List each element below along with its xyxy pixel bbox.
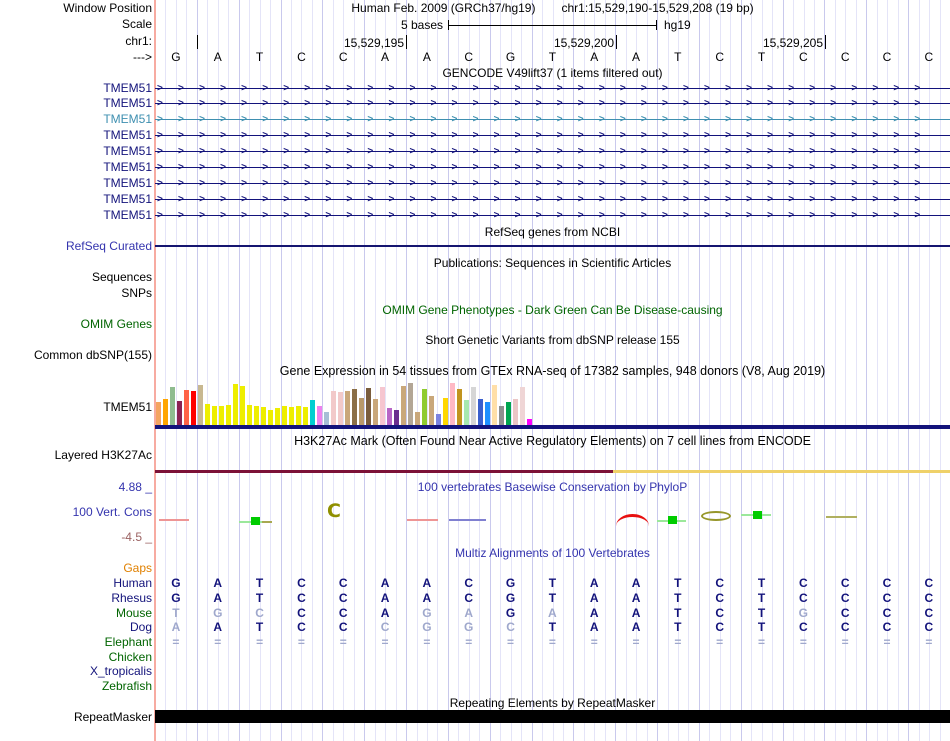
dna-base: T — [255, 50, 264, 64]
aligned-base: A — [631, 591, 641, 605]
gtex-tissue-bar[interactable] — [394, 410, 399, 425]
multiz-track-title[interactable]: Multiz Alignments of 100 Vertebrates — [455, 546, 650, 560]
publications-snps-label[interactable]: SNPs — [121, 286, 152, 300]
aligned-base: C — [924, 576, 934, 590]
h3k27ac-track-title[interactable]: H3K27Ac Mark (Often Found Near Active Regulatory Elements) on 7 cell lines from ENCODE — [294, 434, 811, 448]
dna-base: A — [590, 50, 599, 64]
scale-ruler-left-cap — [448, 20, 449, 30]
gene-transcript-row[interactable] — [155, 113, 950, 126]
phylop-min-value: -4.5 _ — [121, 530, 152, 544]
gtex-tissue-bar[interactable] — [492, 385, 497, 425]
gene-transcript-row[interactable] — [155, 82, 950, 95]
aligned-base: A — [213, 576, 223, 590]
dna-base: T — [757, 50, 766, 64]
aligned-base: = — [799, 635, 807, 649]
strand-arrows: >>>>>>>>>>>>>>>>>>>>>>>>>>>>>>>>>>>>> — [157, 82, 936, 94]
phylop-box-mark[interactable] — [753, 511, 762, 519]
gtex-tissue-bar[interactable] — [415, 412, 420, 425]
strand-arrows: >>>>>>>>>>>>>>>>>>>>>>>>>>>>>>>>>>>>> — [157, 146, 936, 158]
phylop-arch-mark[interactable] — [616, 514, 649, 526]
dbsnp-track-title[interactable]: Short Genetic Variants from dbSNP release 155 — [425, 333, 680, 347]
species-label-chicken[interactable]: Chicken — [108, 650, 152, 664]
gtex-tissue-bar[interactable] — [310, 400, 315, 425]
gtex-tissue-bar[interactable] — [163, 399, 168, 425]
aligned-base: G — [422, 620, 432, 634]
aligned-base: = — [172, 635, 180, 649]
ruler-tick-label: 15,529,195 — [343, 36, 404, 50]
alignment-row-rhesus[interactable] — [155, 592, 950, 605]
aligned-base: A — [213, 620, 223, 634]
species-label-zebrafish[interactable]: Zebrafish — [101, 679, 152, 693]
phylop-dash-mark[interactable] — [407, 519, 438, 521]
dna-base: C — [715, 50, 725, 64]
aligned-base: = — [297, 635, 305, 649]
aligned-base: = — [214, 635, 222, 649]
aligned-base: A — [464, 606, 474, 620]
gtex-tissue-bar[interactable] — [184, 390, 189, 425]
gene-label-tmem51[interactable]: TMEM51 — [103, 160, 152, 175]
aligned-base: C — [297, 591, 306, 605]
aligned-base: = — [507, 635, 515, 649]
gtex-tissue-bar[interactable] — [177, 401, 182, 425]
gtex-tissue-bar[interactable] — [408, 383, 413, 425]
gtex-tissue-bar[interactable] — [233, 384, 238, 425]
aligned-base: T — [548, 620, 557, 634]
gtex-tissue-bar[interactable] — [478, 399, 483, 425]
chrom-label: chr1: — [125, 34, 152, 48]
gtex-tissue-bar[interactable] — [254, 406, 259, 425]
aligned-base: C — [506, 620, 515, 634]
aligned-base: C — [338, 606, 348, 620]
aligned-base: C — [380, 620, 390, 634]
aligned-base: C — [840, 606, 850, 620]
dna-base: G — [505, 50, 516, 64]
species-label-gaps[interactable]: Gaps — [123, 561, 152, 575]
aligned-base: = — [632, 635, 640, 649]
aligned-base: C — [715, 620, 725, 634]
gene-label-tmem51[interactable]: TMEM51 — [103, 144, 152, 159]
h3k27ac-label[interactable]: Layered H3K27Ac — [54, 448, 152, 462]
aligned-base: T — [548, 576, 557, 590]
aligned-base: C — [840, 620, 850, 634]
phylop-dash-mark[interactable] — [262, 521, 272, 523]
dna-base: A — [422, 50, 431, 64]
strand-arrows: >>>>>>>>>>>>>>>>>>>>>>>>>>>>>>>>>>>>> — [157, 98, 936, 110]
aligned-base: = — [465, 635, 473, 649]
dna-base: A — [213, 50, 222, 64]
dna-base: G — [171, 50, 181, 64]
aligned-base: G — [171, 591, 181, 605]
strand-arrows: >>>>>>>>>>>>>>>>>>>>>>>>>>>>>>>>>>>>> — [157, 162, 936, 174]
aligned-base: G — [505, 606, 516, 620]
gtex-tissue-bar[interactable] — [429, 396, 434, 425]
dna-sequence-row — [155, 51, 950, 64]
omim-track-title[interactable]: OMIM Gene Phenotypes - Dark Green Can Be Disease-causing — [382, 303, 723, 317]
aligned-base: A — [380, 576, 390, 590]
gtex-tissue-bar[interactable] — [282, 406, 287, 425]
aligned-base: A — [631, 576, 641, 590]
h3k27ac-peak-segment[interactable] — [613, 470, 950, 473]
dna-base: A — [381, 50, 390, 64]
aligned-base: C — [297, 606, 306, 620]
aligned-base: C — [297, 620, 306, 634]
ruler-tick-label: 15,529,200 — [553, 36, 614, 50]
aligned-base: C — [840, 576, 850, 590]
gtex-tissue-bar[interactable] — [296, 406, 301, 425]
dna-base: C — [464, 50, 474, 64]
dna-base: C — [840, 50, 850, 64]
publications-sequences-label[interactable]: Sequences — [91, 270, 152, 284]
gtex-tissue-bar[interactable] — [401, 386, 406, 425]
gtex-tissue-bar[interactable] — [464, 400, 469, 425]
aligned-base: C — [840, 591, 850, 605]
gtex-tissue-bar[interactable] — [338, 392, 343, 425]
gtex-tissue-bar[interactable] — [352, 389, 357, 425]
scale-ruler-line — [448, 25, 657, 26]
aligned-base: C — [924, 606, 934, 620]
gtex-tissue-bar[interactable] — [471, 387, 476, 425]
gtex-tissue-bar[interactable] — [422, 389, 427, 425]
aligned-base: C — [799, 576, 808, 590]
gtex-tissue-bar[interactable] — [324, 412, 329, 425]
position-text: chr1:15,529,190-15,529,208 (19 bp) — [561, 1, 754, 15]
aligned-base: C — [715, 576, 725, 590]
dna-base: C — [799, 50, 808, 64]
phylop-letter-mark[interactable]: C — [327, 500, 341, 522]
aligned-base: A — [589, 606, 599, 620]
dna-base: T — [548, 50, 557, 64]
gtex-tissue-bar[interactable] — [170, 387, 175, 425]
refseq-gene-item[interactable] — [155, 245, 950, 247]
gtex-tissue-bar[interactable] — [345, 391, 350, 425]
aligned-base: T — [172, 606, 180, 620]
aligned-base: A — [213, 591, 223, 605]
aligned-base: A — [422, 591, 432, 605]
gtex-tissue-bar[interactable] — [520, 387, 525, 425]
aligned-base: T — [674, 576, 682, 590]
gtex-tissue-bar[interactable] — [499, 406, 504, 425]
aligned-base: = — [590, 635, 598, 649]
refseq-track-title[interactable]: RefSeq genes from NCBI — [484, 225, 621, 239]
gtex-tissue-bar[interactable] — [303, 407, 308, 425]
dna-base: C — [297, 50, 306, 64]
aligned-base: = — [548, 635, 556, 649]
aligned-base: = — [883, 635, 891, 649]
window-position-value — [155, 2, 950, 15]
aligned-base: C — [464, 591, 474, 605]
publications-track-title[interactable]: Publications: Sequences in Scientific Articles — [433, 256, 672, 270]
gtex-tissue-bar[interactable] — [443, 398, 448, 425]
aligned-base: A — [589, 591, 599, 605]
aligned-base: C — [338, 591, 348, 605]
aligned-base: G — [505, 576, 516, 590]
h3k27ac-peak-segment[interactable] — [155, 470, 613, 473]
strand-arrows: >>>>>>>>>>>>>>>>>>>>>>>>>>>>>>>>>>>>> — [157, 194, 936, 206]
alignment-row-elephant[interactable] — [155, 636, 950, 649]
gene-transcript-row[interactable] — [155, 161, 950, 174]
gtex-tissue-bar[interactable] — [317, 406, 322, 425]
aligned-base: G — [171, 576, 181, 590]
gencode-track-title[interactable]: GENCODE V49lift37 (1 items filtered out) — [442, 66, 663, 80]
aligned-base: G — [798, 606, 808, 620]
gtex-tissue-bar[interactable] — [485, 402, 490, 425]
aligned-base: C — [255, 606, 264, 620]
species-label-dog[interactable]: Dog — [129, 620, 152, 634]
repeatmasker-element[interactable] — [155, 710, 950, 723]
gtex-tissue-bar[interactable] — [359, 398, 364, 425]
aligned-base: C — [338, 620, 348, 634]
gtex-tissue-bar[interactable] — [506, 402, 511, 425]
gtex-baseline — [155, 425, 950, 429]
aligned-base: = — [925, 635, 933, 649]
gene-label-tmem51[interactable]: TMEM51 — [103, 192, 152, 207]
aligned-base: = — [758, 635, 766, 649]
species-label-mouse[interactable]: Mouse — [115, 606, 152, 620]
gtex-tissue-bar[interactable] — [450, 383, 455, 425]
aligned-base: C — [799, 620, 808, 634]
aligned-base: A — [380, 591, 390, 605]
scale-value: 5 bases — [400, 18, 443, 32]
gtex-tissue-bar[interactable] — [240, 386, 245, 425]
gtex-tissue-bar[interactable] — [513, 399, 518, 425]
refseq-curated-label[interactable]: RefSeq Curated — [65, 239, 152, 253]
aligned-base: A — [589, 620, 599, 634]
gene-transcript-row[interactable] — [155, 97, 950, 110]
aligned-base: A — [380, 606, 390, 620]
gtex-tissue-bar[interactable] — [380, 387, 385, 425]
alignment-row-human[interactable] — [155, 577, 950, 590]
ruler-tick — [197, 35, 198, 49]
aligned-base: A — [422, 576, 432, 590]
phylop-label[interactable]: 100 Vert. Cons — [72, 505, 152, 519]
dbsnp-label[interactable]: Common dbSNP(155) — [33, 348, 152, 362]
ruler-tick-label: 15,529,205 — [762, 36, 823, 50]
gene-label-tmem51[interactable]: TMEM51 — [103, 96, 152, 111]
repeatmasker-track-title[interactable]: Repeating Elements by RepeatMasker — [449, 696, 656, 710]
gene-transcript-row[interactable] — [155, 129, 950, 142]
dna-base: C — [924, 50, 934, 64]
ruler-tick — [825, 35, 826, 49]
aligned-base: G — [464, 620, 474, 634]
scale-label: Scale — [121, 17, 152, 31]
aligned-base: G — [213, 606, 223, 620]
aligned-base: = — [674, 635, 682, 649]
species-label-elephant[interactable]: Elephant — [104, 635, 152, 649]
gtex-tissue-bar[interactable] — [191, 391, 196, 425]
gene-label-tmem51[interactable]: TMEM51 — [103, 80, 152, 95]
gtex-tissue-bar[interactable] — [156, 402, 161, 425]
gene-label-tmem51[interactable]: TMEM51 — [103, 112, 152, 127]
gene-label-tmem51[interactable]: TMEM51 — [103, 176, 152, 191]
aligned-base: G — [422, 606, 432, 620]
gene-label-tmem51[interactable]: TMEM51 — [103, 208, 152, 223]
aligned-base: C — [882, 576, 892, 590]
phylop-box-mark[interactable] — [668, 516, 677, 524]
phylop-track-title[interactable]: 100 vertebrates Basewise Conservation by PhyloP — [417, 480, 688, 494]
aligned-base: T — [548, 591, 557, 605]
alignment-row-dog[interactable] — [155, 621, 950, 634]
strand-label: ---> — [133, 50, 152, 64]
gtex-tissue-bar[interactable] — [198, 385, 203, 425]
gtex-tissue-bar[interactable] — [275, 408, 280, 425]
aligned-base: C — [882, 606, 892, 620]
aligned-base: = — [423, 635, 431, 649]
aligned-base: C — [297, 576, 306, 590]
aligned-base: T — [757, 576, 766, 590]
gene-transcript-row[interactable] — [155, 193, 950, 206]
gene-transcript-row[interactable] — [155, 177, 950, 190]
assembly-short: hg19 — [664, 18, 691, 32]
phylop-max-value: 4.88 _ — [118, 480, 152, 494]
aligned-base: = — [841, 635, 849, 649]
aligned-base: = — [716, 635, 724, 649]
gtex-track-title[interactable]: Gene Expression in 54 tissues from GTEx RNA-seq of 17382 samples, 948 donors (V8, Aug 2019) — [279, 364, 826, 378]
phylop-oval-mark[interactable] — [701, 511, 731, 521]
gtex-tissue-bar[interactable] — [226, 405, 231, 425]
phylop-dash-mark[interactable] — [826, 516, 857, 518]
strand-arrows: >>>>>>>>>>>>>>>>>>>>>>>>>>>>>>>>>>>>> — [157, 114, 936, 126]
aligned-base: T — [757, 591, 766, 605]
species-label-x_tropicalis[interactable]: X_tropicalis — [89, 664, 152, 678]
aligned-base: A — [631, 606, 641, 620]
aligned-base: C — [882, 591, 892, 605]
aligned-base: A — [589, 576, 599, 590]
gtex-tissue-bar[interactable] — [247, 405, 252, 425]
window-position-label: Window Position — [63, 1, 152, 15]
strand-arrows: >>>>>>>>>>>>>>>>>>>>>>>>>>>>>>>>>>>>> — [157, 130, 936, 142]
dna-base: T — [674, 50, 682, 64]
gtex-tissue-bar[interactable] — [366, 388, 371, 425]
gtex-tissue-bar[interactable] — [373, 399, 378, 425]
aligned-base: C — [715, 591, 725, 605]
gtex-tissue-bar[interactable] — [436, 414, 441, 425]
aligned-base: T — [674, 591, 682, 605]
aligned-base: C — [882, 620, 892, 634]
ruler-tick — [616, 35, 617, 49]
gtex-tissue-bar[interactable] — [219, 406, 224, 425]
aligned-base: T — [674, 620, 682, 634]
species-label-rhesus[interactable]: Rhesus — [111, 591, 152, 605]
gtex-tissue-bar[interactable] — [457, 389, 462, 425]
ruler-tick — [406, 35, 407, 49]
aligned-base: C — [715, 606, 725, 620]
omim-genes-label[interactable]: OMIM Genes — [80, 317, 152, 331]
aligned-base: T — [255, 576, 264, 590]
aligned-base: = — [339, 635, 347, 649]
gtex-tissue-bar[interactable] — [331, 391, 336, 425]
gtex-tissue-bar[interactable] — [205, 404, 210, 425]
gene-label-tmem51[interactable]: TMEM51 — [103, 128, 152, 143]
aligned-base: = — [381, 635, 389, 649]
dna-base: A — [632, 50, 641, 64]
aligned-base: T — [255, 620, 264, 634]
alignment-row-mouse[interactable] — [155, 607, 950, 620]
aligned-base: G — [505, 591, 516, 605]
phylop-box-mark[interactable] — [251, 517, 260, 525]
gene-transcript-row[interactable] — [155, 145, 950, 158]
gtex-tissue-bar[interactable] — [387, 408, 392, 425]
phylop-dash-mark[interactable] — [449, 519, 486, 521]
strand-arrows: >>>>>>>>>>>>>>>>>>>>>>>>>>>>>>>>>>>>> — [157, 178, 936, 190]
aligned-base: = — [256, 635, 264, 649]
aligned-base: C — [924, 591, 934, 605]
gtex-tissue-bar[interactable] — [261, 407, 266, 425]
repeatmasker-label[interactable]: RepeatMasker — [73, 710, 152, 724]
aligned-base: C — [338, 576, 348, 590]
phylop-dash-mark[interactable] — [159, 519, 189, 521]
aligned-base: C — [799, 591, 808, 605]
gtex-tissue-bar[interactable] — [268, 410, 273, 425]
aligned-base: T — [757, 620, 766, 634]
species-label-human[interactable]: Human — [113, 576, 152, 590]
aligned-base: A — [548, 606, 557, 620]
aligned-base: A — [171, 620, 181, 634]
strand-arrows: >>>>>>>>>>>>>>>>>>>>>>>>>>>>>>>>>>>>> — [157, 210, 936, 222]
aligned-base: C — [924, 620, 934, 634]
aligned-base: T — [674, 606, 682, 620]
aligned-base: T — [255, 591, 264, 605]
gtex-tissue-bar[interactable] — [289, 407, 294, 425]
aligned-base: A — [631, 620, 641, 634]
gene-transcript-row[interactable] — [155, 209, 950, 222]
dna-base: C — [338, 50, 348, 64]
aligned-base: T — [757, 606, 766, 620]
gtex-gene-label[interactable]: TMEM51 — [103, 400, 152, 414]
dna-base: C — [882, 50, 892, 64]
scale-ruler-right-cap — [656, 20, 657, 30]
assembly-text: Human Feb. 2009 (GRCh37/hg19) — [351, 1, 536, 15]
aligned-base: C — [464, 576, 474, 590]
gtex-tissue-bar[interactable] — [212, 406, 217, 425]
gtex-expression-bars[interactable] — [155, 383, 950, 425]
